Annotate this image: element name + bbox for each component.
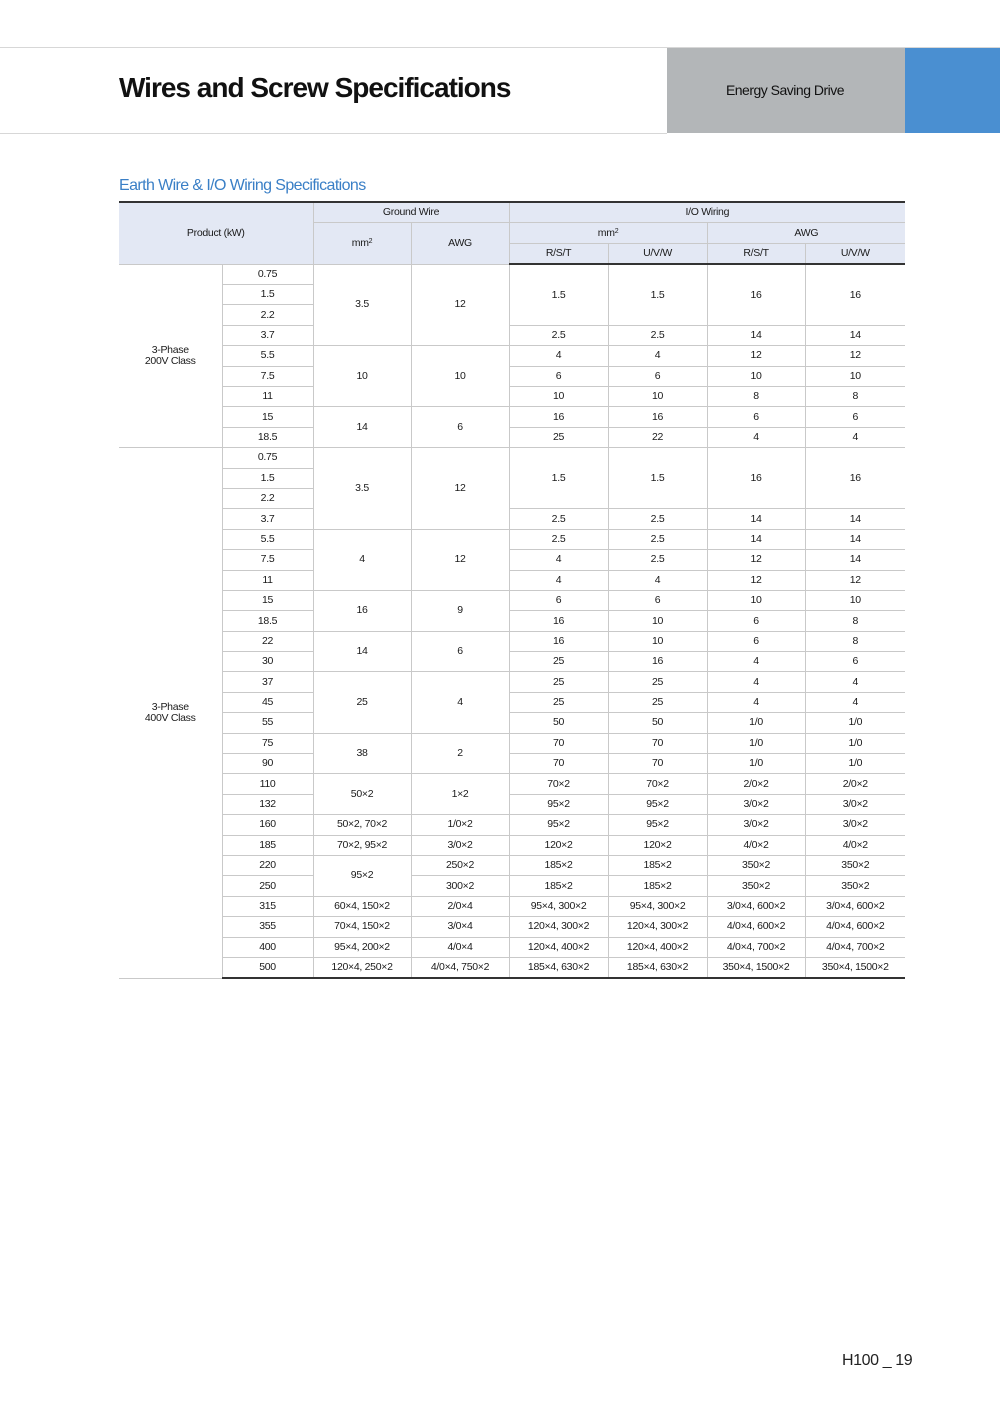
io-mm2-rst-cell: 120×4, 300×2 [509, 917, 608, 937]
io-awg-rst-cell: 14 [707, 509, 805, 529]
page-number: H100 _ 19 [842, 1352, 913, 1369]
io-mm2-uvw-cell: 2.5 [608, 325, 707, 345]
table-row [119, 794, 905, 814]
ground-awg-cell: 3/0×4 [411, 917, 509, 937]
ground-mm2-cell: 95×2 [313, 856, 411, 897]
io-mm2-uvw-cell: 6 [608, 366, 707, 386]
io-awg-uvw-header: U/V/W [805, 243, 905, 264]
product-kw-cell: 15 [222, 590, 313, 610]
product-kw-cell: 22 [222, 631, 313, 651]
ground-wire-header: Ground Wire [313, 202, 509, 223]
io-mm2-uvw-cell: 185×4, 630×2 [608, 957, 707, 978]
io-awg-rst-cell: 4 [707, 427, 805, 447]
io-awg-uvw-cell: 14 [805, 509, 905, 529]
section-title: Earth Wire & I/O Wiring Specifications [119, 177, 366, 194]
product-kw-cell: 30 [222, 652, 313, 672]
io-mm2-uvw-cell: 16 [608, 407, 707, 427]
ground-mm2-cell: 10 [313, 346, 411, 407]
io-mm2-uvw-cell: 70×2 [608, 774, 707, 794]
product-kw-cell: 0.75 [222, 264, 313, 284]
io-awg-rst-cell: 4 [707, 672, 805, 692]
io-awg-uvw-cell: 8 [805, 387, 905, 407]
io-mm2-uvw-cell: 2.5 [608, 509, 707, 529]
wiring-spec-table [119, 201, 905, 979]
product-header: Product (kW) [119, 202, 313, 264]
header-bottom-rule [0, 133, 667, 134]
ground-awg-cell: 1×2 [411, 774, 509, 815]
io-mm2-rst-cell: 16 [509, 407, 608, 427]
io-awg-rst-cell: 350×4, 1500×2 [707, 957, 805, 978]
product-kw-cell: 15 [222, 407, 313, 427]
io-mm2-rst-cell: 10 [509, 387, 608, 407]
table-row [119, 692, 905, 712]
table-row [119, 325, 905, 345]
io-mm2-rst-cell: 120×4, 400×2 [509, 937, 608, 957]
io-awg-rst-cell: 1/0 [707, 713, 805, 733]
io-mm2-rst-cell: 16 [509, 611, 608, 631]
io-wiring-header: I/O Wiring [509, 202, 905, 223]
io-awg-uvw-cell: 350×2 [805, 876, 905, 896]
ground-awg-cell: 2/0×4 [411, 896, 509, 916]
product-kw-cell: 5.5 [222, 346, 313, 366]
product-kw-cell: 7.5 [222, 550, 313, 570]
table-row [119, 448, 905, 468]
io-mm2-rst-cell: 4 [509, 550, 608, 570]
io-awg-rst-cell: 10 [707, 366, 805, 386]
product-kw-cell: 37 [222, 672, 313, 692]
table-row [119, 713, 905, 733]
io-awg-uvw-cell: 14 [805, 550, 905, 570]
io-mm2-header: $mm^2$ [509, 223, 707, 243]
product-kw-cell: 220 [222, 856, 313, 876]
ground-awg-cell: 12 [411, 264, 509, 346]
product-kw-cell: 110 [222, 774, 313, 794]
table-row [119, 733, 905, 753]
table-row [119, 264, 905, 284]
io-awg-uvw-cell: 4 [805, 427, 905, 447]
io-mm2-uvw-cell: 1.5 [608, 448, 707, 509]
ground-mm2-cell: 16 [313, 590, 411, 631]
io-awg-rst-cell: 2/0×2 [707, 774, 805, 794]
io-mm2-uvw-header: U/V/W [608, 243, 707, 264]
ground-mm2-cell: 70×2, 95×2 [313, 835, 411, 855]
io-mm2-rst-cell: 4 [509, 570, 608, 590]
io-mm2-rst-cell: 25 [509, 652, 608, 672]
ground-awg-cell: 250×2 [411, 856, 509, 876]
io-awg-rst-cell: 12 [707, 346, 805, 366]
io-mm2-uvw-cell: 2.5 [608, 550, 707, 570]
ground-awg-cell: 12 [411, 529, 509, 590]
io-awg-uvw-cell: 1/0 [805, 713, 905, 733]
table-row [119, 917, 905, 937]
io-mm2-rst-cell: 25 [509, 692, 608, 712]
io-awg-uvw-cell: 8 [805, 631, 905, 651]
io-mm2-rst-cell: 25 [509, 427, 608, 447]
ground-awg-cell: 1/0×2 [411, 815, 509, 835]
product-kw-cell: 160 [222, 815, 313, 835]
table-row [119, 529, 905, 549]
ground-mm2-cell: 50×2, 70×2 [313, 815, 411, 835]
io-mm2-uvw-cell: 95×4, 300×2 [608, 896, 707, 916]
ground-mm2-cell: 60×4, 150×2 [313, 896, 411, 916]
io-awg-uvw-cell: 16 [805, 448, 905, 509]
io-mm2-uvw-cell: 10 [608, 611, 707, 631]
ground-awg-header: AWG [411, 223, 509, 264]
product-kw-cell: 1.5 [222, 285, 313, 305]
phase-class-cell: 3-Phase 200V Class [119, 264, 222, 448]
product-kw-cell: 90 [222, 754, 313, 774]
io-mm2-uvw-cell: 10 [608, 631, 707, 651]
ground-awg-cell: 300×2 [411, 876, 509, 896]
io-mm2-uvw-cell: 22 [608, 427, 707, 447]
io-awg-rst-cell: 6 [707, 407, 805, 427]
product-line-label: Energy Saving Drive [725, 82, 845, 98]
io-awg-uvw-cell: 1/0 [805, 733, 905, 753]
io-mm2-uvw-cell: 120×4, 300×2 [608, 917, 707, 937]
io-mm2-rst-cell: 2.5 [509, 529, 608, 549]
table-row [119, 856, 905, 876]
io-awg-uvw-cell: 12 [805, 570, 905, 590]
io-awg-rst-cell: 4 [707, 652, 805, 672]
ground-mm2-cell: 70×4, 150×2 [313, 917, 411, 937]
io-awg-rst-cell: 16 [707, 448, 805, 509]
product-kw-cell: 18.5 [222, 427, 313, 447]
io-mm2-uvw-cell: 50 [608, 713, 707, 733]
product-kw-cell: 7.5 [222, 366, 313, 386]
io-mm2-rst-cell: 1.5 [509, 448, 608, 509]
io-mm2-uvw-cell: 25 [608, 692, 707, 712]
table-row [119, 876, 905, 896]
ground-awg-cell: 4 [411, 672, 509, 733]
ground-mm2-cell: 95×4, 200×2 [313, 937, 411, 957]
ground-awg-cell: 4/0×4, 750×2 [411, 957, 509, 978]
io-mm2-rst-cell: 120×2 [509, 835, 608, 855]
io-awg-rst-cell: 16 [707, 264, 805, 325]
table-row [119, 815, 905, 835]
io-awg-uvw-cell: 14 [805, 325, 905, 345]
table-row [119, 346, 905, 366]
product-kw-cell: 11 [222, 570, 313, 590]
table-row [119, 754, 905, 774]
io-mm2-uvw-cell: 1.5 [608, 264, 707, 325]
io-awg-rst-cell: 14 [707, 529, 805, 549]
io-awg-uvw-cell: 6 [805, 652, 905, 672]
table-row [119, 835, 905, 855]
io-awg-rst-cell: 8 [707, 387, 805, 407]
io-awg-rst-cell: 1/0 [707, 754, 805, 774]
ground-mm2-cell: 3.5 [313, 448, 411, 530]
io-awg-uvw-cell: 3/0×2 [805, 794, 905, 814]
io-awg-uvw-cell: 3/0×2 [805, 815, 905, 835]
io-awg-rst-cell: 12 [707, 570, 805, 590]
product-kw-cell: 0.75 [222, 448, 313, 468]
io-mm2-uvw-cell: 95×2 [608, 794, 707, 814]
io-awg-uvw-cell: 350×2 [805, 856, 905, 876]
ground-mm2-header: $mm^2$ [313, 223, 411, 264]
io-mm2-uvw-cell: 10 [608, 387, 707, 407]
io-mm2-rst-cell: 95×4, 300×2 [509, 896, 608, 916]
ground-awg-cell: 10 [411, 346, 509, 407]
io-mm2-uvw-cell: 95×2 [608, 815, 707, 835]
table-row [119, 366, 905, 386]
ground-mm2-cell: 25 [313, 672, 411, 733]
io-awg-uvw-cell: 4 [805, 692, 905, 712]
product-kw-cell: 500 [222, 957, 313, 978]
page-title: Wires and Screw Specifications [119, 72, 511, 103]
product-kw-cell: 18.5 [222, 611, 313, 631]
io-awg-header: AWG [707, 223, 905, 243]
io-mm2-uvw-cell: 4 [608, 346, 707, 366]
io-awg-rst-cell: 4/0×4, 600×2 [707, 917, 805, 937]
table-row [119, 509, 905, 529]
io-awg-rst-cell: 6 [707, 611, 805, 631]
ground-mm2-cell: 50×2 [313, 774, 411, 815]
io-mm2-rst-cell: 6 [509, 590, 608, 610]
io-mm2-rst-cell: 6 [509, 366, 608, 386]
io-awg-rst-cell: 6 [707, 631, 805, 651]
product-kw-cell: 2.2 [222, 305, 313, 325]
ground-awg-cell: 12 [411, 448, 509, 530]
table-row [119, 427, 905, 447]
io-mm2-uvw-cell: 25 [608, 672, 707, 692]
io-mm2-rst-header: R/S/T [509, 243, 608, 264]
phase-class-cell: 3-Phase 400V Class [119, 448, 222, 979]
table-row [119, 896, 905, 916]
product-kw-cell: 11 [222, 387, 313, 407]
io-mm2-rst-cell: 95×2 [509, 815, 608, 835]
ground-awg-cell: 6 [411, 631, 509, 672]
table-row [119, 387, 905, 407]
table-row [119, 611, 905, 631]
io-awg-uvw-cell: 2/0×2 [805, 774, 905, 794]
table-row [119, 550, 905, 570]
ground-mm2-cell: 120×4, 250×2 [313, 957, 411, 978]
ground-mm2-cell: 3.5 [313, 264, 411, 346]
io-mm2-rst-cell: 70 [509, 754, 608, 774]
product-kw-cell: 315 [222, 896, 313, 916]
io-awg-rst-cell: 4 [707, 692, 805, 712]
product-kw-cell: 250 [222, 876, 313, 896]
io-awg-rst-cell: 12 [707, 550, 805, 570]
table-row [119, 570, 905, 590]
io-awg-rst-cell: 3/0×2 [707, 815, 805, 835]
io-mm2-uvw-cell: 120×4, 400×2 [608, 937, 707, 957]
product-kw-cell: 185 [222, 835, 313, 855]
io-mm2-rst-cell: 25 [509, 672, 608, 692]
io-awg-uvw-cell: 16 [805, 264, 905, 325]
io-awg-uvw-cell: 10 [805, 366, 905, 386]
io-awg-uvw-cell: 10 [805, 590, 905, 610]
io-mm2-uvw-cell: 6 [608, 590, 707, 610]
io-awg-uvw-cell: 350×4, 1500×2 [805, 957, 905, 978]
io-mm2-uvw-cell: 2.5 [608, 529, 707, 549]
ground-awg-cell: 4/0×4 [411, 937, 509, 957]
io-mm2-rst-cell: 70 [509, 733, 608, 753]
io-awg-rst-cell: 350×2 [707, 876, 805, 896]
io-mm2-uvw-cell: 4 [608, 570, 707, 590]
product-kw-cell: 5.5 [222, 529, 313, 549]
io-mm2-rst-cell: 185×2 [509, 876, 608, 896]
table-row [119, 937, 905, 957]
product-kw-cell: 3.7 [222, 325, 313, 345]
io-awg-rst-cell: 4/0×2 [707, 835, 805, 855]
io-awg-uvw-cell: 4/0×2 [805, 835, 905, 855]
io-mm2-rst-cell: 4 [509, 346, 608, 366]
ground-awg-cell: 3/0×2 [411, 835, 509, 855]
io-awg-rst-header: R/S/T [707, 243, 805, 264]
table-row [119, 407, 905, 427]
ground-mm2-cell: 38 [313, 733, 411, 774]
product-kw-cell: 55 [222, 713, 313, 733]
product-kw-cell: 132 [222, 794, 313, 814]
product-kw-cell: 75 [222, 733, 313, 753]
io-mm2-rst-cell: 70×2 [509, 774, 608, 794]
io-awg-uvw-cell: 4/0×4, 700×2 [805, 937, 905, 957]
table-body [119, 264, 905, 978]
io-awg-rst-cell: 4/0×4, 700×2 [707, 937, 805, 957]
io-mm2-uvw-cell: 16 [608, 652, 707, 672]
io-mm2-uvw-cell: 120×2 [608, 835, 707, 855]
io-awg-uvw-cell: 8 [805, 611, 905, 631]
ground-awg-cell: 2 [411, 733, 509, 774]
ground-mm2-cell: 14 [313, 631, 411, 672]
io-awg-rst-cell: 350×2 [707, 856, 805, 876]
io-awg-uvw-cell: 4 [805, 672, 905, 692]
product-kw-cell: 3.7 [222, 509, 313, 529]
io-awg-uvw-cell: 14 [805, 529, 905, 549]
product-kw-cell: 1.5 [222, 468, 313, 488]
product-kw-cell: 400 [222, 937, 313, 957]
ground-mm2-cell: 4 [313, 529, 411, 590]
io-mm2-rst-cell: 2.5 [509, 325, 608, 345]
table-header [119, 202, 905, 264]
io-mm2-rst-cell: 1.5 [509, 264, 608, 325]
product-kw-cell: 355 [222, 917, 313, 937]
io-mm2-rst-cell: 50 [509, 713, 608, 733]
io-mm2-rst-cell: 185×2 [509, 856, 608, 876]
io-mm2-uvw-cell: 70 [608, 733, 707, 753]
table-row [119, 672, 905, 692]
io-awg-uvw-cell: 3/0×4, 600×2 [805, 896, 905, 916]
io-awg-uvw-cell: 1/0 [805, 754, 905, 774]
ground-mm2-cell: 14 [313, 407, 411, 448]
table-row [119, 631, 905, 651]
ground-awg-cell: 6 [411, 407, 509, 448]
table-row [119, 652, 905, 672]
ground-awg-cell: 9 [411, 590, 509, 631]
io-awg-rst-cell: 3/0×4, 600×2 [707, 896, 805, 916]
io-mm2-uvw-cell: 70 [608, 754, 707, 774]
io-mm2-rst-cell: 2.5 [509, 509, 608, 529]
table-row [119, 957, 905, 978]
io-mm2-rst-cell: 185×4, 630×2 [509, 957, 608, 978]
product-kw-cell: 45 [222, 692, 313, 712]
header-blue-tab [905, 48, 1000, 133]
io-awg-rst-cell: 3/0×2 [707, 794, 805, 814]
product-kw-cell: 2.2 [222, 488, 313, 508]
io-awg-uvw-cell: 6 [805, 407, 905, 427]
io-mm2-uvw-cell: 185×2 [608, 876, 707, 896]
io-mm2-rst-cell: 95×2 [509, 794, 608, 814]
io-awg-uvw-cell: 12 [805, 346, 905, 366]
io-mm2-uvw-cell: 185×2 [608, 856, 707, 876]
io-awg-rst-cell: 1/0 [707, 733, 805, 753]
table-row [119, 774, 905, 794]
table-row [119, 590, 905, 610]
io-mm2-rst-cell: 16 [509, 631, 608, 651]
io-awg-uvw-cell: 4/0×4, 600×2 [805, 917, 905, 937]
io-awg-rst-cell: 14 [707, 325, 805, 345]
io-awg-rst-cell: 10 [707, 590, 805, 610]
